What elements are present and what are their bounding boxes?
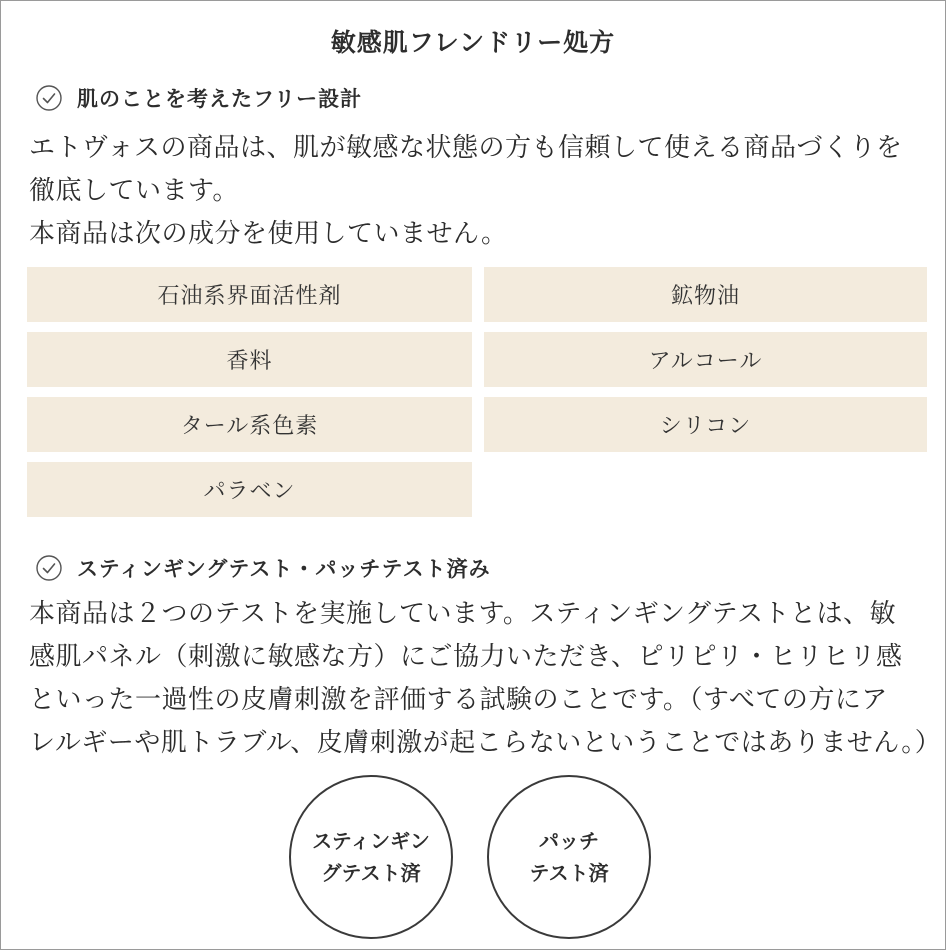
free-ingredient-grid [27, 267, 927, 517]
section-heading-free-design [35, 83, 362, 113]
description-line: レルギーや肌トラブル、皮膚刺激が起こらないということではありません。） [29, 728, 942, 758]
free-design-description [29, 127, 929, 256]
ingredient-cell: 香料 [27, 332, 472, 387]
description-line: 本商品は次の成分を使用していません。 [29, 219, 508, 249]
section-heading-tests [35, 553, 491, 583]
description-line: 本商品は２つのテストを実施しています。スティンギングテストとは、敏 [29, 599, 896, 629]
badge-line: グテスト済 [321, 861, 421, 885]
check-circle-icon [35, 84, 63, 112]
test-badges [289, 775, 651, 939]
ingredient-cell: アルコール [484, 332, 927, 387]
section-heading-text: スティンギングテスト・パッチテスト済み [77, 557, 491, 581]
badge-line: スティンギン [312, 829, 430, 853]
ingredient-cell: パラベン [27, 462, 472, 517]
patch-test-badge [487, 775, 651, 939]
check-circle-icon [35, 554, 63, 582]
test-description [29, 593, 942, 765]
ingredient-cell: タール系色素 [27, 397, 472, 452]
section-heading-text: 肌のことを考えたフリー設計 [77, 87, 363, 111]
ingredient-cell: 鉱物油 [484, 267, 927, 322]
ingredient-cell: 石油系界面活性剤 [27, 267, 472, 322]
ingredient-cell: シリコン [484, 397, 927, 452]
panel-title: 敏感肌フレンドリー処方 [330, 28, 616, 57]
stinging-test-badge [289, 775, 453, 939]
badge-line: パッチ [539, 829, 599, 853]
badge-line: テスト済 [529, 861, 609, 885]
description-line: エトヴォスの商品は、肌が敏感な状態の方も信頼して使える商品づくりを [29, 133, 903, 163]
description-line: といった一過性の皮膚刺激を評価する試験のことです。（すべての方にア [29, 685, 888, 715]
description-line: 徹底しています。 [29, 176, 239, 206]
description-line: 感肌パネル（刺激に敏感な方）にご協力いただき、ピリピリ・ヒリヒリ感 [29, 642, 903, 672]
